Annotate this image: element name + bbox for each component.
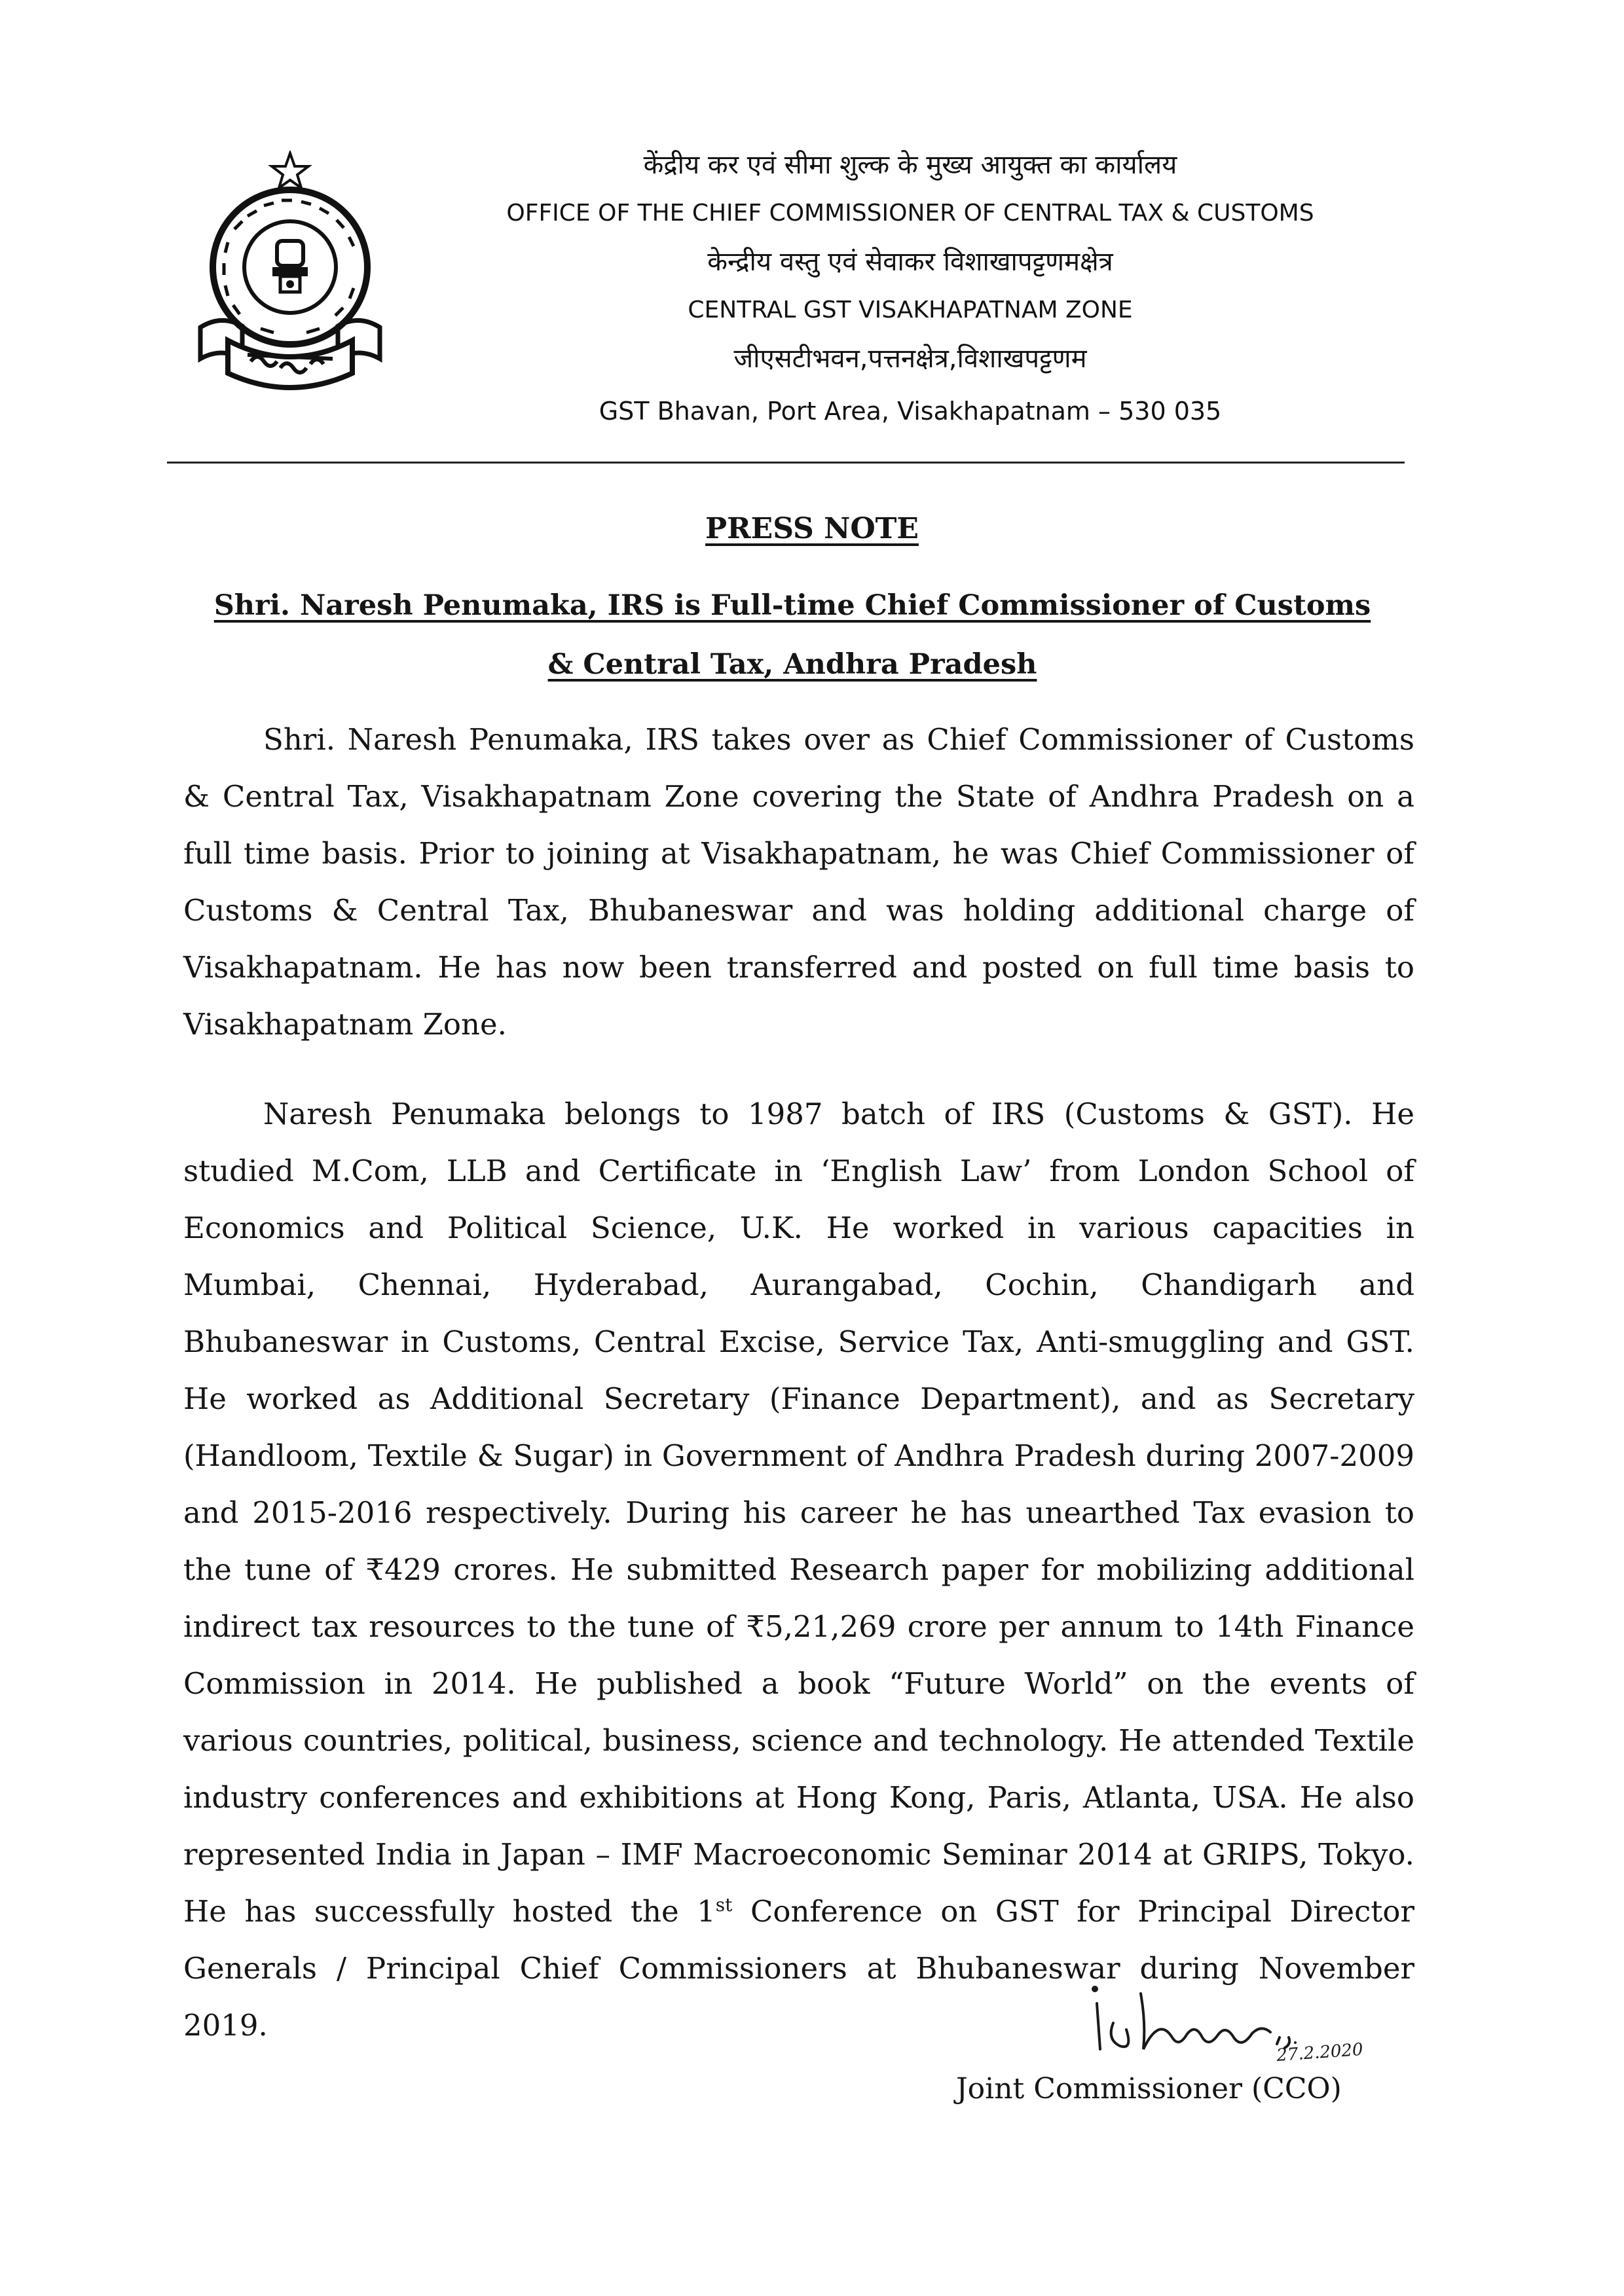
letterhead xyxy=(485,141,1336,435)
hindi-office-title: केंद्रीय कर एवं सीमा शुल्क के मुख्य आयुक्त का कार्यालय xyxy=(643,150,1177,180)
biography-text-part-1: Naresh Penumaka belongs to 1987 batch of IRS (Customs & GST). He studied M.Com, LLB and Certificate in ‘English Law’ from London School of Economics and Political Science, U.K. He worked in various capacities in Mumbai, Chennai, Hyderabad, Aurangabad, Cochin, Chandigarh and Bhubaneswar in Customs, Central Excise, Service Tax, Anti-smuggling and GST. He worked as Additional Secretary (Finance Department), and as Secretary (Handloom, Textile & Sugar) in Government of Andhra Pradesh during 2007-2009 and 2015-2016 respectively. During his career he has unearthed Tax evasion to the tune of ₹429 crores. He submitted Research paper for mobilizing additional indirect tax resources to the tune of ₹5,21,269 crore per annum to 14th Finance Commission in 2014. He published a book “Future World” on the events of various countries, political, business, science and technology. He attended Textile industry conferences and exhibitions at Hong Kong, Paris, Atlanta, USA. He also represented India in Japan – IMF Macroeconomic Seminar 2014 at GRIPS, Tokyo. He has successfully hosted the 1 xyxy=(183,1097,1414,1929)
letterhead-divider xyxy=(167,462,1405,464)
cbic-emblem-icon xyxy=(182,151,398,393)
office-title: OFFICE OF THE CHIEF COMMISSIONER OF CENTRAL TAX & CUSTOMS xyxy=(506,200,1314,227)
zone-name: CENTRAL GST VISAKHAPATNAM ZONE xyxy=(688,297,1133,323)
signatory-designation: Joint Commissioner (CCO) xyxy=(956,2072,1342,2105)
biography-text-part-2: Conference on GST for Principal Director Generals / Principal Chief Commissioners at Bhubaneswar during November 2019. xyxy=(183,1894,1414,2043)
ordinal-suffix: st xyxy=(715,1894,733,1916)
handwritten-signature xyxy=(1080,1977,1395,2075)
paragraph-biography xyxy=(183,1085,1414,2054)
office-address: GST Bhavan, Port Area, Visakhapatnam – 530 035 xyxy=(599,397,1222,426)
headline xyxy=(183,576,1401,694)
headline-line-1: Shri. Naresh Penumaka, IRS is Full-time Chief Commissioner of Customs xyxy=(213,589,1371,622)
paragraph-appointment: Shri. Naresh Penumaka, IRS takes over as Chief Commissioner of Customs & Central Tax, Visakhapatnam Zone covering the State of Andhra Pradesh on a full time basis. Prior to joining at Visakhapatnam, he was Chief Commissioner of Customs & Central Tax, Bhubaneswar and was holding additional charge of Visakhapatnam. He has now been transferred and posted on full time basis to Visakhapatnam Zone. xyxy=(183,722,1414,1042)
hindi-zone-name: केन्द्रीय वस्तु एवं सेवाकर विशाखापट्टणमक्षेत्र xyxy=(707,247,1113,277)
press-note-label: PRESS NOTE xyxy=(705,512,919,545)
hindi-address: जीएसटीभवन,पत्तनक्षेत्र,विशाखपट्टणम xyxy=(733,344,1087,374)
headline-line-2: & Central Tax, Andhra Pradesh xyxy=(547,648,1037,681)
signature-date: 27.2.2020 xyxy=(1276,2039,1364,2066)
